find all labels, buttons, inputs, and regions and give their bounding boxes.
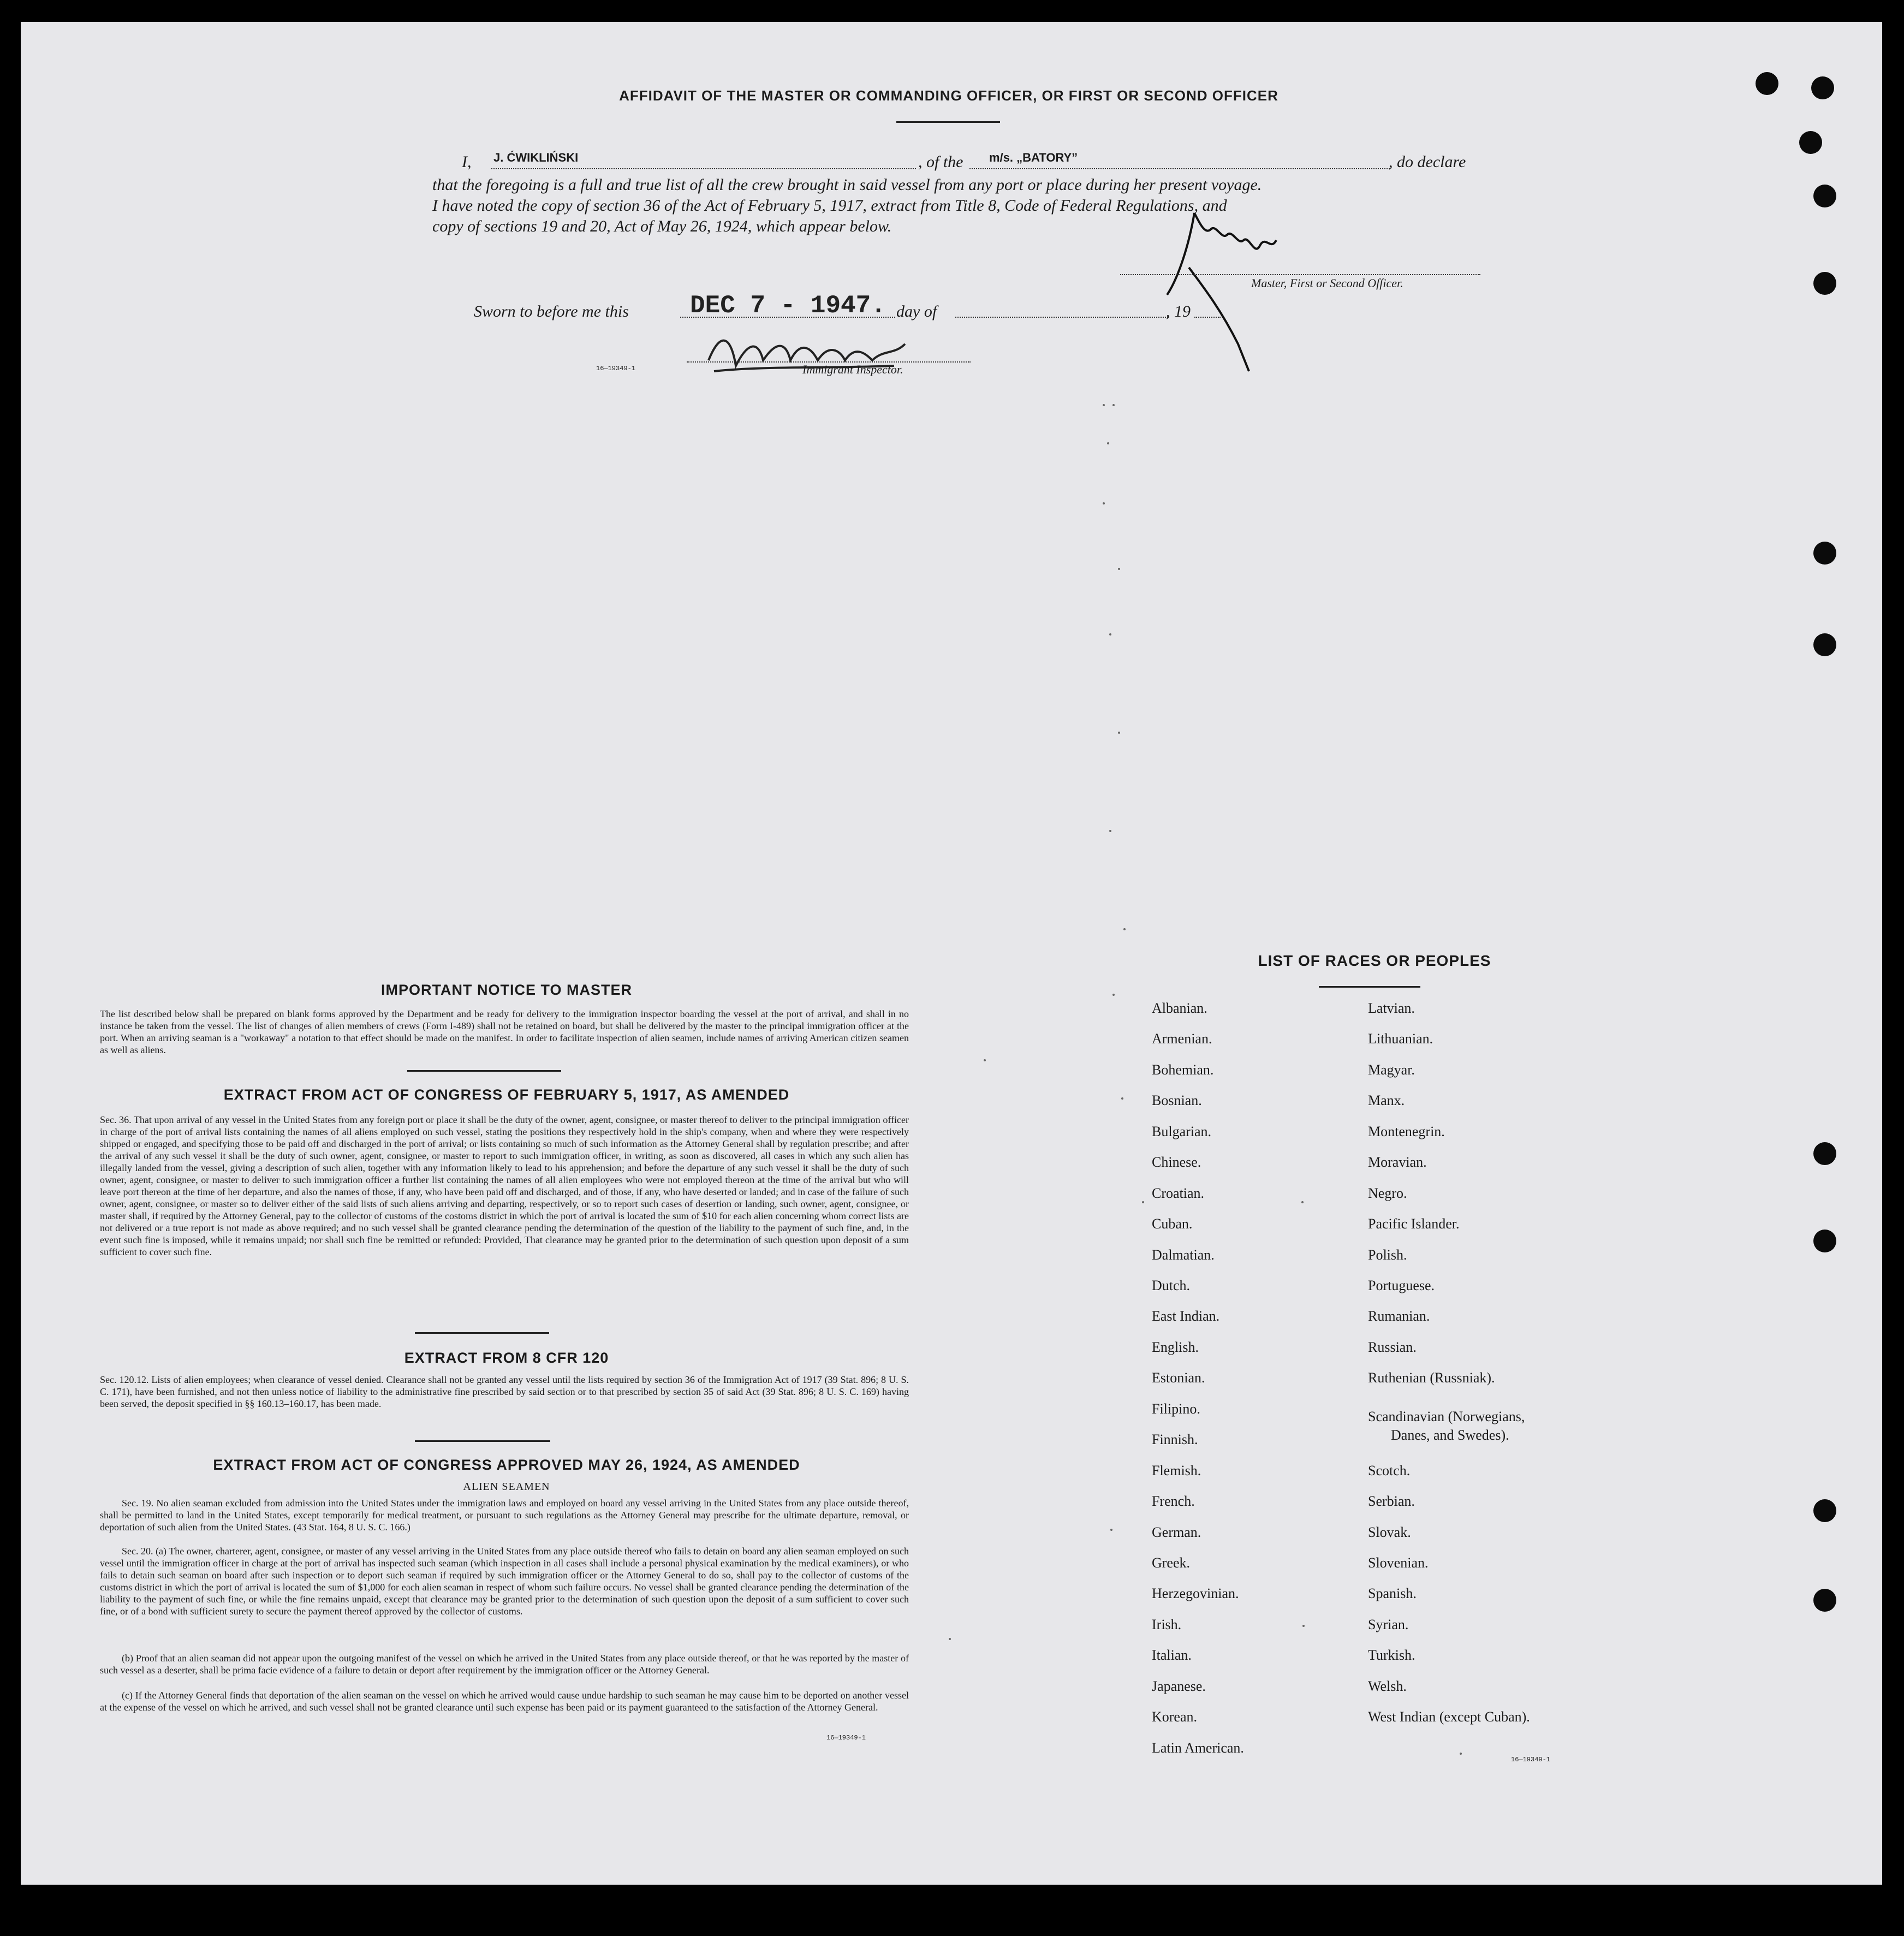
- extract-cfr-divider: [415, 1440, 550, 1442]
- race-item: Danes, and Swedes).: [1391, 1427, 1509, 1443]
- race-item: Pacific Islander.: [1368, 1216, 1460, 1232]
- race-item: Magyar.: [1368, 1062, 1415, 1078]
- race-item: Polish.: [1368, 1247, 1407, 1263]
- sec20a-text: Sec. 20. (a) The owner, charterer, agent, consignee, or master of any vessel arriving in the United States from any place outside thereof who fails to detain on board any alien seaman employed on such vessel until the immigration officer in charge at the port of arrival has inspected such seaman (which inspection in all cases shall include a personal physical examination by the medical examiners), or who fails to detain such seaman on board after such inspection or to deport such seaman if required by such immigration officer or the Attorney General to do so, shall pay to the collector of customs of the customs district in which the port of arrival is located the sum of $1,000 for each alien seaman in respect of whom such failure occurs. No vessel shall be granted clearance pending the determination of the liability to the payment of such fine, or while the fine remains unpaid, except that clearance may be granted prior to the determination of such question upon the deposit of a sum sufficient to cover such fine, or of a bond with sufficient surety to secure the payment thereof approved by the collector of customs.: [100, 1546, 909, 1617]
- binder-hole: [1799, 131, 1822, 154]
- races-heading: LIST OF RACES OR PEOPLES: [1258, 952, 1491, 969]
- signature-caption: Master, First or Second Officer.: [1251, 276, 1403, 290]
- race-item: Albanian.: [1152, 1000, 1207, 1016]
- race-item: German.: [1152, 1524, 1201, 1540]
- race-item: Montenegrin.: [1368, 1124, 1445, 1139]
- affidavit-line-3: I have noted the copy of section 36 of the Act of February 5, 1917, extract from Title 8, Code of Federal Regulations, and: [432, 197, 1227, 215]
- race-item: Latvian.: [1368, 1000, 1415, 1016]
- race-item: Negro.: [1368, 1185, 1407, 1201]
- race-item: Estonian.: [1152, 1370, 1205, 1386]
- race-item: Cuban.: [1152, 1216, 1193, 1232]
- race-item: Croatian.: [1152, 1185, 1205, 1201]
- year-prefix: , 19: [1166, 302, 1191, 320]
- vessel-line: [969, 168, 1390, 169]
- binder-hole: [1756, 72, 1778, 95]
- race-item: Bosnian.: [1152, 1092, 1202, 1108]
- race-item: Scandinavian (Norwegians,: [1368, 1409, 1525, 1424]
- notice-text: The list described below shall be prepared on blank forms approved by the Department and be ready for delivery to the immigration inspector boarding the vessel at the port of arrival, and shall in no instance be taken from the vessel. The list of changes of alien members of crews (Form I-489) shall not be retained on board, but shall be delivered by the master to the principal immigration officer at the port. When an arriving seaman is a "workaway" a notation to that effect should be made on the manifest. In order to facilitate inspection of alien seamen, include names of arriving American citizen seamen as well as aliens.: [100, 1008, 909, 1055]
- binder-hole: [1813, 633, 1836, 656]
- race-item: Portuguese.: [1368, 1278, 1435, 1293]
- race-item: French.: [1152, 1493, 1195, 1509]
- day-of-text: day of: [896, 302, 937, 320]
- races-divider: [1319, 986, 1420, 988]
- affidavit-line-2: that the foregoing is a full and true list of all the crew brought in said vessel from any port or place during her present voyage.: [432, 176, 1262, 194]
- race-item: Lithuanian.: [1368, 1031, 1433, 1047]
- extract-cfr-text: Sec. 120.12. Lists of alien employees; when clearance of vessel denied. Clearance shall not be granted any vessel until the lists required by section 36 of the Immigration Act of 1917 (39 Stat. 896; 8 U. S. C. 171), have been furnished, and not then unless notice of liability to the administrative fine prescribed by said section or to that prescribed by section 35 of said Act (39 Stat. 896; 8 U. S. C. 169) having been served, the deposit specified in §§ 160.13–160.17, has been made.: [100, 1374, 909, 1409]
- race-item: Dalmatian.: [1152, 1247, 1215, 1263]
- affidavit-heading: AFFIDAVIT OF THE MASTER OR COMMANDING OFFICER, OR FIRST OR SECOND OFFICER: [619, 87, 1278, 104]
- extract-1924-heading: EXTRACT FROM ACT OF CONGRESS APPROVED MAY 26, 1924, AS AMENDED: [213, 1457, 800, 1473]
- race-item: Ruthenian (Russniak).: [1368, 1370, 1495, 1386]
- race-item: East Indian.: [1152, 1308, 1220, 1324]
- race-item: Italian.: [1152, 1647, 1192, 1663]
- race-item: Scotch.: [1368, 1463, 1411, 1478]
- sworn-day-line: [680, 317, 895, 318]
- month-line: [955, 317, 1168, 318]
- affidavit-form-number: 16—19349-1: [596, 365, 636, 372]
- binder-hole: [1813, 1142, 1836, 1165]
- binder-hole: [1813, 1499, 1836, 1522]
- binder-hole: [1811, 76, 1834, 99]
- race-item: Rumanian.: [1368, 1308, 1430, 1324]
- affidavit-line-4: copy of sections 19 and 20, Act of May 26, 1924, which appear below.: [432, 217, 892, 235]
- extract-cfr-heading: EXTRACT FROM 8 CFR 120: [404, 1350, 609, 1366]
- alien-seamen-subheading: ALIEN SEAMEN: [463, 1481, 550, 1493]
- binder-hole: [1813, 185, 1836, 207]
- races-form-number: 16—19349-1: [1511, 1756, 1551, 1763]
- race-item: Korean.: [1152, 1709, 1198, 1725]
- race-item: Japanese.: [1152, 1678, 1206, 1694]
- race-item: Bulgarian.: [1152, 1124, 1212, 1139]
- binder-hole: [1813, 1230, 1836, 1252]
- heading-divider: [896, 121, 1000, 123]
- race-item: Bohemian.: [1152, 1062, 1214, 1078]
- race-item: Filipino.: [1152, 1401, 1200, 1417]
- race-item: West Indian (except Cuban).: [1368, 1709, 1530, 1725]
- race-item: Armenian.: [1152, 1031, 1212, 1047]
- race-item: Russian.: [1368, 1339, 1417, 1355]
- extract-form-number: 16—19349-1: [826, 1734, 866, 1742]
- binder-hole: [1813, 542, 1836, 565]
- race-item: Latin American.: [1152, 1740, 1244, 1756]
- race-item: Flemish.: [1152, 1463, 1201, 1478]
- document-page: [21, 22, 1882, 1885]
- race-item: Chinese.: [1152, 1154, 1201, 1170]
- race-item: Irish.: [1152, 1617, 1182, 1632]
- sec19-text: Sec. 19. No alien seaman excluded from admission into the United States under the immigration laws and employed on board any vessel arriving in the United States from any place outside thereof, shall be permitted to land in the United States, except temporarily for medical treatment, or pursuant to such regulations as the Attorney General may prescribe for the ultimate departure, removal, or deportation of such alien from the United States. (43 Stat. 164, 8 U. S. C. 166.): [100, 1498, 909, 1533]
- inspector-caption: Immigrant Inspector.: [802, 363, 903, 376]
- sec20c-text: (c) If the Attorney General finds that deportation of the alien seaman on the vessel on which he arrived would cause undue hardship to such seaman he may cause him to be deported on another vessel at the expense of the vessel on which he arrived, and such vessel shall not be granted clearance until such expense has been paid or its payment guaranteed to the satisfaction of the Attorney General.: [100, 1690, 909, 1713]
- affidavit-i: I,: [462, 153, 472, 171]
- officer-name-line: [491, 168, 916, 169]
- notice-divider: [407, 1070, 561, 1072]
- race-item: Welsh.: [1368, 1678, 1407, 1694]
- binder-hole: [1813, 1589, 1836, 1612]
- binder-hole: [1813, 272, 1836, 295]
- race-item: Syrian.: [1368, 1617, 1409, 1632]
- of-the-text: , of the: [918, 153, 963, 171]
- race-item: Slovenian.: [1368, 1555, 1429, 1571]
- year-line: [1194, 317, 1221, 318]
- officer-name: J. ĆWIKLIŃSKI: [493, 151, 579, 164]
- race-item: Serbian.: [1368, 1493, 1415, 1509]
- race-item: Moravian.: [1368, 1154, 1427, 1170]
- race-item: Finnish.: [1152, 1432, 1198, 1447]
- race-item: English.: [1152, 1339, 1199, 1355]
- race-item: Turkish.: [1368, 1647, 1415, 1663]
- sworn-prefix: Sworn to before me this: [474, 302, 629, 320]
- sworn-date-stamp: DEC 7 - 1947.: [690, 292, 886, 320]
- sec20b-text: (b) Proof that an alien seaman did not appear upon the outgoing manifest of the vessel on which he arrived in the United States from any place outside thereof, or that he was reported by the master of such vessel as a deserter, shall be prima facie evidence of a failure to detain or deport after requirement by the immigration officer or the Attorney General.: [100, 1653, 909, 1676]
- race-item: Dutch.: [1152, 1278, 1191, 1293]
- notice-heading: IMPORTANT NOTICE TO MASTER: [381, 982, 632, 998]
- vessel-name: m/s. „BATORY”: [989, 151, 1078, 164]
- race-item: Herzegovinian.: [1152, 1585, 1239, 1601]
- race-item: Spanish.: [1368, 1585, 1417, 1601]
- extract-1917-heading: EXTRACT FROM ACT OF CONGRESS OF FEBRUARY 5, 1917, AS AMENDED: [223, 1086, 790, 1103]
- do-declare-text: , do declare: [1389, 153, 1466, 171]
- signature-line: [1120, 274, 1480, 275]
- race-item: Slovak.: [1368, 1524, 1411, 1540]
- extract-1917-divider: [415, 1332, 549, 1334]
- race-item: Greek.: [1152, 1555, 1191, 1571]
- extract-1917-text: Sec. 36. That upon arrival of any vessel in the United States from any foreign port or place it shall be the duty of the owner, agent, consignee, or master thereof to deliver to the principal immigration officer in charge of the port of arrival lists containing the names of all aliens employed on such vessel, stating the positions they respectively hold in the ship's company, when and where they were respectively shipped or engaged, and specifying those to be paid off and discharged in the port of arrival; or lists containing so much of such information as the Attorney General shall by regulation prescribe; and after the arrival of any such vessel it shall be the duty of such owner, agent, consignee, or master to report to such immigration officer, in writing, as soon as discovered, all cases in which any such alien has illegally landed from the vessel, giving a description of such alien, together with any information likely to lead to his apprehension; and before the departure of any such vessel it shall be the duty of such owner, agent, consignee, or master to deliver to such immigration officer a further list containing the names of all alien employees who were not employed thereon at the time of the arrival but who will leave port thereon at the time of her departure, and also the names of those, if any, who have been paid off and discharged, and of those, if any, who have deserted or landed; and in case of the failure of such owner, agent, consignee, or master so to deliver either of the said lists of such aliens arriving and departing, respectively, or so to report such cases of desertion or landing, such owner, agent, consignee, or master shall, if required by the Attorney General, pay to the collector of customs of the costoms district in which the port of arrival is located the sum of $10 for each alien concerning whom correct lists are not delivered or a true report is not made as above required; and no such vessel shall be granted clearance pending the determination of the question of the liability to the payment of such fine, and, in the event such fine is imposed, while it remains unpaid; nor shall such fine be remitted or refunded: Provided, That clearance may be granted prior to the determination of such question upon deposit of a sum sufficient to cover such fine.: [100, 1114, 909, 1257]
- race-item: Manx.: [1368, 1092, 1405, 1108]
